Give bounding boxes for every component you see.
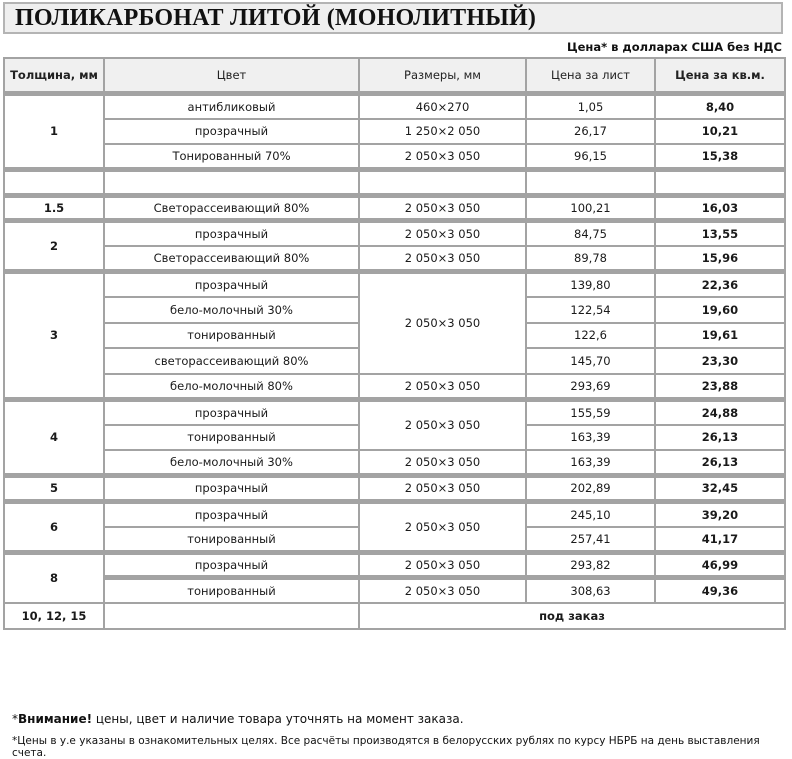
header-price-sheet: Цена за лист: [526, 58, 655, 93]
page-title: ПОЛИКАРБОНАТ ЛИТОЙ (МОНОЛИТНЫЙ): [15, 4, 537, 31]
price-sheet-cell: 163,39: [526, 450, 655, 476]
price-sqm-cell: 23,88: [655, 374, 785, 400]
thickness-cell: 6: [4, 501, 104, 552]
price-sheet-cell: 122,54: [526, 297, 655, 323]
price-sqm-cell: 26,13: [655, 425, 785, 451]
color-cell: прозрачный: [104, 221, 359, 247]
price-sheet-cell: 139,80: [526, 272, 655, 298]
price-sqm-cell: 22,36: [655, 272, 785, 298]
color-cell: прозрачный: [104, 501, 359, 527]
price-sqm-cell: 24,88: [655, 399, 785, 425]
table-row: [4, 272, 785, 298]
color-cell: прозрачный: [104, 272, 359, 298]
on-order-cell: под заказ: [359, 603, 785, 629]
table-header-row: [4, 58, 785, 93]
empty-cell: [359, 170, 526, 196]
attention-prefix: *: [12, 712, 18, 726]
price-currency-note: Цена* в долларах США без НДС: [566, 40, 782, 54]
price-sqm-cell: 41,17: [655, 527, 785, 553]
color-cell: прозрачный: [104, 119, 359, 145]
disclaimer-footnote: *Цены в у.е указаны в ознакомительных целях. Все расчёты производятся в белорусских рублях по курсу НБРБ на день выставления счета.: [12, 735, 760, 759]
thickness-cell: 1: [4, 93, 104, 170]
color-cell: светорассеивающий 80%: [104, 348, 359, 374]
color-cell: тонированный: [104, 578, 359, 604]
attention-footnote: [12, 712, 464, 726]
price-sheet-cell: 293,82: [526, 552, 655, 578]
size-cell: 2 050×3 050: [359, 501, 526, 552]
color-cell: тонированный: [104, 425, 359, 451]
thickness-cell: 4: [4, 399, 104, 476]
price-sqm-cell: 13,55: [655, 221, 785, 247]
empty-row: [4, 170, 785, 196]
attention-text: цены, цвет и наличие товара уточнять на момент заказа.: [92, 712, 464, 726]
table-row: [4, 195, 785, 221]
attention-label: Внимание!: [18, 712, 93, 726]
price-sheet-cell: 89,78: [526, 246, 655, 272]
size-cell: 2 050×3 050: [359, 476, 526, 502]
price-table: [3, 57, 786, 630]
table-row: [4, 399, 785, 425]
empty-cell: [526, 170, 655, 196]
price-sheet-cell: 26,17: [526, 119, 655, 145]
price-sqm-cell: 19,60: [655, 297, 785, 323]
size-cell: 2 050×3 050: [359, 578, 526, 604]
table-row: [4, 93, 785, 119]
table-row: [4, 246, 785, 272]
table-row: [4, 552, 785, 578]
table-row: [4, 221, 785, 247]
price-sheet-cell: 145,70: [526, 348, 655, 374]
color-cell: антибликовый: [104, 93, 359, 119]
size-cell: 1 250×2 050: [359, 119, 526, 145]
price-sheet-cell: 202,89: [526, 476, 655, 502]
size-cell: 2 050×3 050: [359, 195, 526, 221]
table-row: [4, 476, 785, 502]
thickness-cell: 3: [4, 272, 104, 400]
size-cell: 2 050×3 050: [359, 399, 526, 450]
color-cell: Тонированный 70%: [104, 144, 359, 170]
size-cell: 2 050×3 050: [359, 246, 526, 272]
price-sheet-cell: 96,15: [526, 144, 655, 170]
price-sqm-cell: 26,13: [655, 450, 785, 476]
thickness-cell: 8: [4, 552, 104, 603]
price-sheet-cell: 163,39: [526, 425, 655, 451]
size-cell: 460×270: [359, 93, 526, 119]
price-sqm-cell: 49,36: [655, 578, 785, 604]
color-cell: Светорассеивающий 80%: [104, 246, 359, 272]
empty-cell: [104, 603, 359, 629]
color-cell: прозрачный: [104, 552, 359, 578]
empty-cell: [104, 170, 359, 196]
price-sqm-cell: 19,61: [655, 323, 785, 349]
header-size: Размеры, мм: [359, 58, 526, 93]
color-cell: бело-молочный 30%: [104, 297, 359, 323]
color-cell: бело-молочный 30%: [104, 450, 359, 476]
table-row: [4, 501, 785, 527]
size-cell: 2 050×3 050: [359, 552, 526, 578]
price-sheet-cell: 155,59: [526, 399, 655, 425]
price-sqm-cell: 16,03: [655, 195, 785, 221]
thickness-cell: 1.5: [4, 195, 104, 221]
thickness-cell: 2: [4, 221, 104, 272]
color-cell: тонированный: [104, 323, 359, 349]
price-sheet-cell: 1,05: [526, 93, 655, 119]
color-cell: прозрачный: [104, 399, 359, 425]
price-sheet-cell: 308,63: [526, 578, 655, 604]
price-sheet-cell: 293,69: [526, 374, 655, 400]
header-color: Цвет: [104, 58, 359, 93]
color-cell: Светорассеивающий 80%: [104, 195, 359, 221]
header-price-sqm: Цена за кв.м.: [655, 58, 785, 93]
empty-cell: [655, 170, 785, 196]
color-cell: тонированный: [104, 527, 359, 553]
title-banner: [3, 2, 783, 34]
price-sqm-cell: 39,20: [655, 501, 785, 527]
thickness-cell: 5: [4, 476, 104, 502]
color-cell: прозрачный: [104, 476, 359, 502]
price-sheet-cell: 245,10: [526, 501, 655, 527]
size-cell: 2 050×3 050: [359, 374, 526, 400]
price-sheet-cell: 84,75: [526, 221, 655, 247]
header-thickness: Толщина, мм: [4, 58, 104, 93]
table-row: [4, 144, 785, 170]
thickness-cell: 10, 12, 15: [4, 603, 104, 629]
color-cell: бело-молочный 80%: [104, 374, 359, 400]
price-sqm-cell: 15,96: [655, 246, 785, 272]
size-cell: 2 050×3 050: [359, 144, 526, 170]
size-cell: 2 050×3 050: [359, 221, 526, 247]
table-row: [4, 578, 785, 604]
price-sqm-cell: 15,38: [655, 144, 785, 170]
price-sqm-cell: 46,99: [655, 552, 785, 578]
price-sqm-cell: 32,45: [655, 476, 785, 502]
size-cell: 2 050×3 050: [359, 450, 526, 476]
table-row: [4, 603, 785, 629]
price-sheet-cell: 122,6: [526, 323, 655, 349]
price-sqm-cell: 10,21: [655, 119, 785, 145]
empty-cell: [4, 170, 104, 196]
table-row: [4, 450, 785, 476]
price-sheet-cell: 257,41: [526, 527, 655, 553]
price-sqm-cell: 8,40: [655, 93, 785, 119]
table-row: [4, 119, 785, 145]
price-sqm-cell: 23,30: [655, 348, 785, 374]
price-sheet-cell: 100,21: [526, 195, 655, 221]
table-row: [4, 374, 785, 400]
size-cell: 2 050×3 050: [359, 272, 526, 374]
